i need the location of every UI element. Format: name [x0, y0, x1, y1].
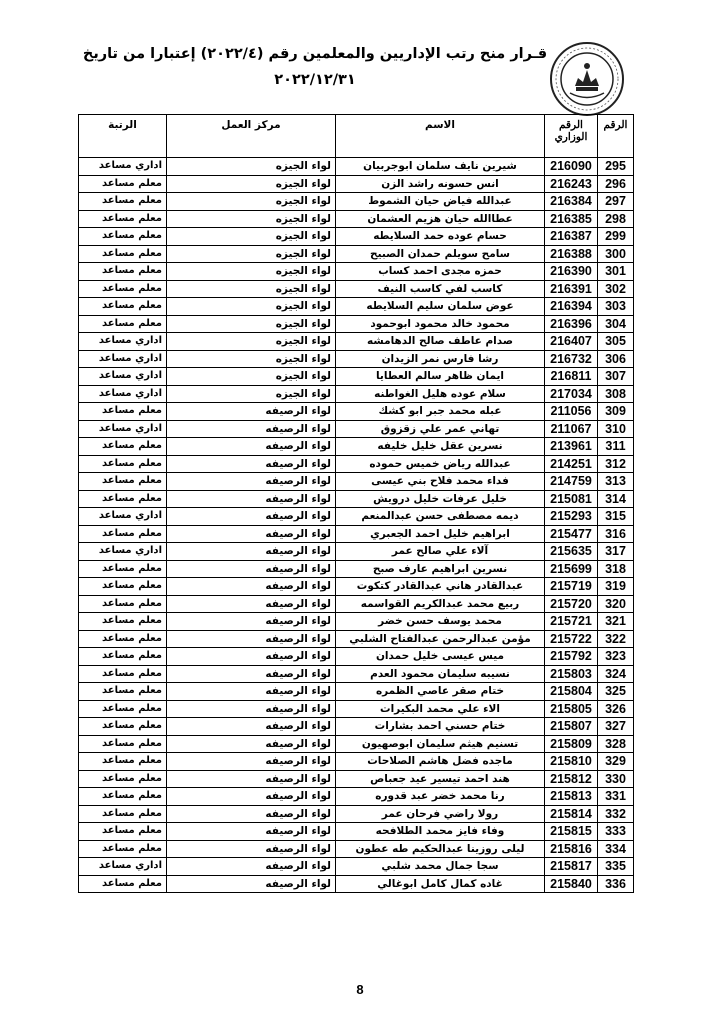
table-row	[79, 788, 634, 806]
table-row	[79, 508, 634, 526]
employee-name-cell: انس حسونه راشد الزن	[336, 175, 545, 193]
row-number-cell: 311	[598, 438, 634, 456]
work-center-cell: لواء الرصيفه	[167, 840, 336, 858]
rank-cell: معلم مساعد	[79, 735, 167, 753]
ministry-number-cell: 216243	[545, 175, 598, 193]
row-number-cell: 319	[598, 578, 634, 596]
ministry-number-cell: 216396	[545, 315, 598, 333]
work-center-cell: لواء الجيزه	[167, 245, 336, 263]
row-number-cell: 330	[598, 770, 634, 788]
rank-cell: معلم مساعد	[79, 630, 167, 648]
table-row	[79, 595, 634, 613]
employee-name-cell: عبدالله رياض خميس حموده	[336, 455, 545, 473]
ministry-number-cell: 216385	[545, 210, 598, 228]
row-number-cell: 297	[598, 193, 634, 211]
row-number-cell: 322	[598, 630, 634, 648]
ministry-number-cell: 215720	[545, 595, 598, 613]
row-number-cell: 308	[598, 385, 634, 403]
ministry-number-cell: 215807	[545, 718, 598, 736]
rank-cell: اداري مساعد	[79, 333, 167, 351]
work-center-cell: لواء الرصيفه	[167, 578, 336, 596]
rank-cell: معلم مساعد	[79, 753, 167, 771]
row-number-cell: 332	[598, 805, 634, 823]
ministry-number-cell: 215809	[545, 735, 598, 753]
rank-cell: معلم مساعد	[79, 193, 167, 211]
row-number-cell: 317	[598, 543, 634, 561]
ministry-number-cell: 216732	[545, 350, 598, 368]
rank-cell: اداري مساعد	[79, 158, 167, 176]
row-number-cell: 300	[598, 245, 634, 263]
ministry-number-cell: 215815	[545, 823, 598, 841]
table-row	[79, 298, 634, 316]
work-center-cell: لواء الرصيفه	[167, 665, 336, 683]
rank-cell: معلم مساعد	[79, 595, 167, 613]
rank-cell: معلم مساعد	[79, 315, 167, 333]
row-number-cell: 303	[598, 298, 634, 316]
work-center-cell: لواء الرصيفه	[167, 858, 336, 876]
ministry-number-cell: 215081	[545, 490, 598, 508]
page-number: 8	[356, 982, 364, 997]
ministry-number-cell: 215721	[545, 613, 598, 631]
ministry-number-cell: 216384	[545, 193, 598, 211]
work-center-cell: لواء الرصيفه	[167, 438, 336, 456]
table-row	[79, 735, 634, 753]
work-center-cell: لواء الجيزه	[167, 333, 336, 351]
table-row	[79, 525, 634, 543]
row-number-cell: 318	[598, 560, 634, 578]
rank-cell: معلم مساعد	[79, 263, 167, 281]
rank-cell: معلم مساعد	[79, 560, 167, 578]
ministry-number-cell: 215635	[545, 543, 598, 561]
rank-cell: معلم مساعد	[79, 805, 167, 823]
row-number-cell: 312	[598, 455, 634, 473]
ministry-number-cell: 217034	[545, 385, 598, 403]
work-center-cell: لواء الرصيفه	[167, 805, 336, 823]
employee-name-cell: فداء محمد فلاح بني عيسى	[336, 473, 545, 491]
work-center-cell: لواء الرصيفه	[167, 613, 336, 631]
ministry-number-cell: 216387	[545, 228, 598, 246]
ranks-table	[78, 114, 634, 893]
row-number-cell: 329	[598, 753, 634, 771]
employee-name-cell: خليل عرفات خليل درويش	[336, 490, 545, 508]
table-row	[79, 823, 634, 841]
header-num: الرقم	[598, 115, 634, 158]
ministry-number-cell: 215719	[545, 578, 598, 596]
row-number-cell: 309	[598, 403, 634, 421]
rank-cell: معلم مساعد	[79, 228, 167, 246]
work-center-cell: لواء الجيزه	[167, 315, 336, 333]
header-rank: الرتبة	[79, 115, 167, 158]
rank-cell: معلم مساعد	[79, 665, 167, 683]
row-number-cell: 298	[598, 210, 634, 228]
rank-cell: معلم مساعد	[79, 455, 167, 473]
table-row	[79, 700, 634, 718]
rank-cell: اداري مساعد	[79, 858, 167, 876]
table-row	[79, 770, 634, 788]
work-center-cell: لواء الجيزه	[167, 263, 336, 281]
ministry-number-cell: 215804	[545, 683, 598, 701]
document-title-date: ٢٠٢٢/١٢/٣١	[274, 72, 356, 88]
table-row	[79, 613, 634, 631]
row-number-cell: 325	[598, 683, 634, 701]
work-center-cell: لواء الرصيفه	[167, 525, 336, 543]
row-number-cell: 327	[598, 718, 634, 736]
ministry-number-cell: 215814	[545, 805, 598, 823]
ministry-number-cell: 215816	[545, 840, 598, 858]
ministry-number-cell: 215792	[545, 648, 598, 666]
table-row	[79, 753, 634, 771]
row-number-cell: 295	[598, 158, 634, 176]
table-row	[79, 438, 634, 456]
table-row	[79, 315, 634, 333]
rank-cell: معلم مساعد	[79, 298, 167, 316]
employee-name-cell: ديمه مصطفى حسن عبدالمنعم	[336, 508, 545, 526]
table-row	[79, 665, 634, 683]
work-center-cell: لواء الرصيفه	[167, 875, 336, 893]
table-row	[79, 193, 634, 211]
employee-name-cell: عطاالله حيان هزيم العشمان	[336, 210, 545, 228]
table-row	[79, 280, 634, 298]
employee-name-cell: وفاء فايز محمد الطلافحه	[336, 823, 545, 841]
table-row	[79, 158, 634, 176]
row-number-cell: 307	[598, 368, 634, 386]
work-center-cell: لواء الرصيفه	[167, 788, 336, 806]
row-number-cell: 316	[598, 525, 634, 543]
table-row	[79, 175, 634, 193]
rank-cell: اداري مساعد	[79, 385, 167, 403]
table-row	[79, 840, 634, 858]
row-number-cell: 304	[598, 315, 634, 333]
row-number-cell: 302	[598, 280, 634, 298]
ministry-number-cell: 216090	[545, 158, 598, 176]
work-center-cell: لواء الرصيفه	[167, 753, 336, 771]
employee-name-cell: شيرين نايف سلمان ابوجربيان	[336, 158, 545, 176]
work-center-cell: لواء الرصيفه	[167, 648, 336, 666]
work-center-cell: لواء الرصيفه	[167, 473, 336, 491]
table-row	[79, 858, 634, 876]
work-center-cell: لواء الرصيفه	[167, 630, 336, 648]
ministry-number-cell: 215812	[545, 770, 598, 788]
header-name: الاسم	[336, 115, 545, 158]
ministry-number-cell: 216391	[545, 280, 598, 298]
rank-cell: اداري مساعد	[79, 420, 167, 438]
employee-name-cell: محمود خالد محمود ابوحمود	[336, 315, 545, 333]
employee-name-cell: صدام عاطف صالح الدهامشه	[336, 333, 545, 351]
rank-cell: معلم مساعد	[79, 525, 167, 543]
employee-name-cell: حمزه مجدى احمد كساب	[336, 263, 545, 281]
document-title: قـرار منح رتب الإداريين والمعلمين رقم (٢٠٢٢/٤) إعتبارا من تاريخ	[82, 46, 548, 62]
table-row	[79, 543, 634, 561]
ministry-seal-logo	[548, 40, 626, 118]
work-center-cell: لواء الرصيفه	[167, 403, 336, 421]
rank-cell: معلم مساعد	[79, 648, 167, 666]
rank-cell: اداري مساعد	[79, 368, 167, 386]
ministry-number-cell: 215803	[545, 665, 598, 683]
rank-cell: معلم مساعد	[79, 875, 167, 893]
work-center-cell: لواء الرصيفه	[167, 718, 336, 736]
ministry-number-cell: 216390	[545, 263, 598, 281]
table-row	[79, 578, 634, 596]
table-row	[79, 683, 634, 701]
row-number-cell: 323	[598, 648, 634, 666]
row-number-cell: 306	[598, 350, 634, 368]
row-number-cell: 305	[598, 333, 634, 351]
employee-name-cell: نسيبه سليمان محمود العدم	[336, 665, 545, 683]
ministry-number-cell: 215722	[545, 630, 598, 648]
table-row	[79, 403, 634, 421]
table-row	[79, 210, 634, 228]
employee-name-cell: رنا محمد خضر عبد قدوره	[336, 788, 545, 806]
employee-name-cell: ختام حسني احمد بشارات	[336, 718, 545, 736]
header-work-center: مركز العمل	[167, 115, 336, 158]
table-row	[79, 368, 634, 386]
row-number-cell: 301	[598, 263, 634, 281]
ministry-number-cell: 215810	[545, 753, 598, 771]
employee-name-cell: نسرين عقل خليل خليفه	[336, 438, 545, 456]
employee-name-cell: غاده كمال كامل ابوغالي	[336, 875, 545, 893]
employee-name-cell: رولا راضي فرحان عمر	[336, 805, 545, 823]
row-number-cell: 321	[598, 613, 634, 631]
rank-cell: معلم مساعد	[79, 718, 167, 736]
employee-name-cell: عبدالله فياض حيان الشموط	[336, 193, 545, 211]
rank-cell: اداري مساعد	[79, 350, 167, 368]
table-row	[79, 350, 634, 368]
ministry-number-cell: 215805	[545, 700, 598, 718]
employee-name-cell: هند احمد تيسير عيد جعباص	[336, 770, 545, 788]
row-number-cell: 310	[598, 420, 634, 438]
work-center-cell: لواء الجيزه	[167, 385, 336, 403]
work-center-cell: لواء الجيزه	[167, 298, 336, 316]
work-center-cell: لواء الجيزه	[167, 350, 336, 368]
rank-cell: معلم مساعد	[79, 403, 167, 421]
rank-cell: معلم مساعد	[79, 683, 167, 701]
work-center-cell: لواء الجيزه	[167, 210, 336, 228]
ministry-number-cell: 211067	[545, 420, 598, 438]
row-number-cell: 314	[598, 490, 634, 508]
ministry-number-cell: 214251	[545, 455, 598, 473]
table-row	[79, 228, 634, 246]
employee-name-cell: ختام صقر عاصي الظمره	[336, 683, 545, 701]
row-number-cell: 334	[598, 840, 634, 858]
table-row	[79, 420, 634, 438]
employee-name-cell: سلام عوده هليل الغواطنه	[336, 385, 545, 403]
rank-cell: معلم مساعد	[79, 490, 167, 508]
ministry-number-cell: 213961	[545, 438, 598, 456]
employee-name-cell: حسام عوده حمد السلايطه	[336, 228, 545, 246]
employee-name-cell: عوض سلمان سليم السلايطه	[336, 298, 545, 316]
work-center-cell: لواء الجيزه	[167, 280, 336, 298]
employee-name-cell: تهاني عمر علي زقزوق	[336, 420, 545, 438]
employee-name-cell: الاء علي محمد البكيرات	[336, 700, 545, 718]
employee-name-cell: عبله محمد جبر ابو كشك	[336, 403, 545, 421]
row-number-cell: 296	[598, 175, 634, 193]
work-center-cell: لواء الرصيفه	[167, 420, 336, 438]
ministry-number-cell: 215817	[545, 858, 598, 876]
work-center-cell: لواء الرصيفه	[167, 823, 336, 841]
table-row	[79, 385, 634, 403]
work-center-cell: لواء الرصيفه	[167, 770, 336, 788]
employee-name-cell: ابراهيم خليل احمد الجعبري	[336, 525, 545, 543]
ministry-number-cell: 215813	[545, 788, 598, 806]
table-row	[79, 455, 634, 473]
rank-cell: معلم مساعد	[79, 823, 167, 841]
employee-name-cell: سامح سويلم حمدان الصبيح	[336, 245, 545, 263]
row-number-cell: 333	[598, 823, 634, 841]
work-center-cell: لواء الرصيفه	[167, 595, 336, 613]
ministry-number-cell: 214759	[545, 473, 598, 491]
ministry-number-cell: 211056	[545, 403, 598, 421]
ministry-number-cell: 215293	[545, 508, 598, 526]
row-number-cell: 299	[598, 228, 634, 246]
rank-cell: معلم مساعد	[79, 840, 167, 858]
ministry-number-cell: 216388	[545, 245, 598, 263]
employee-name-cell: ليلى روزينا عبدالحكيم طه عطون	[336, 840, 545, 858]
ministry-number-cell: 216407	[545, 333, 598, 351]
employee-name-cell: آلاء علي صالح عمر	[336, 543, 545, 561]
ministry-number-cell: 215477	[545, 525, 598, 543]
rank-cell: معلم مساعد	[79, 770, 167, 788]
table-row	[79, 490, 634, 508]
rank-cell: معلم مساعد	[79, 473, 167, 491]
table-row	[79, 560, 634, 578]
work-center-cell: لواء الرصيفه	[167, 508, 336, 526]
table-row	[79, 875, 634, 893]
rank-cell: معلم مساعد	[79, 788, 167, 806]
work-center-cell: لواء الرصيفه	[167, 683, 336, 701]
row-number-cell: 328	[598, 735, 634, 753]
employee-name-cell: مؤمن عبدالرحمن عبدالفتاح الشلبي	[336, 630, 545, 648]
work-center-cell: لواء الجيزه	[167, 175, 336, 193]
work-center-cell: لواء الجيزه	[167, 368, 336, 386]
table-row	[79, 630, 634, 648]
work-center-cell: لواء الجيزه	[167, 193, 336, 211]
rank-cell: معلم مساعد	[79, 700, 167, 718]
rank-cell: اداري مساعد	[79, 543, 167, 561]
work-center-cell: لواء الرصيفه	[167, 735, 336, 753]
ministry-number-cell: 215699	[545, 560, 598, 578]
work-center-cell: لواء الرصيفه	[167, 490, 336, 508]
employee-name-cell: عبدالقادر هاني عبدالقادر كتكوت	[336, 578, 545, 596]
rank-cell: معلم مساعد	[79, 438, 167, 456]
employee-name-cell: سجا جمال محمد شلبي	[336, 858, 545, 876]
row-number-cell: 326	[598, 700, 634, 718]
row-number-cell: 331	[598, 788, 634, 806]
table-row	[79, 805, 634, 823]
employee-name-cell: نسرين ابراهيم عارف صبح	[336, 560, 545, 578]
rank-cell: معلم مساعد	[79, 210, 167, 228]
table-row	[79, 245, 634, 263]
work-center-cell: لواء الرصيفه	[167, 700, 336, 718]
row-number-cell: 335	[598, 858, 634, 876]
table-row	[79, 263, 634, 281]
rank-cell: معلم مساعد	[79, 280, 167, 298]
table-row	[79, 648, 634, 666]
employee-name-cell: رشا فارس نمر الزيدان	[336, 350, 545, 368]
row-number-cell: 320	[598, 595, 634, 613]
employee-name-cell: كاسب لفي كاسب النيف	[336, 280, 545, 298]
work-center-cell: لواء الرصيفه	[167, 543, 336, 561]
work-center-cell: لواء الرصيفه	[167, 560, 336, 578]
header-ministry-number: الرقم الوزاري	[545, 115, 598, 158]
employee-name-cell: ميس عيسى خليل حمدان	[336, 648, 545, 666]
employee-name-cell: ماجده فضل هاشم الصلاحات	[336, 753, 545, 771]
rank-cell: معلم مساعد	[79, 613, 167, 631]
row-number-cell: 313	[598, 473, 634, 491]
row-number-cell: 336	[598, 875, 634, 893]
table-row	[79, 333, 634, 351]
employee-name-cell: محمد يوسف حسن خضر	[336, 613, 545, 631]
table-row	[79, 473, 634, 491]
row-number-cell: 315	[598, 508, 634, 526]
work-center-cell: لواء الجيزه	[167, 228, 336, 246]
rank-cell: معلم مساعد	[79, 578, 167, 596]
employee-name-cell: تسنيم هيثم سليمان ابوصهيون	[336, 735, 545, 753]
ministry-number-cell: 215840	[545, 875, 598, 893]
ministry-number-cell: 216394	[545, 298, 598, 316]
rank-cell: معلم مساعد	[79, 175, 167, 193]
table-row	[79, 718, 634, 736]
employee-name-cell: ايمان ظاهر سالم العطايا	[336, 368, 545, 386]
employee-name-cell: ربيع محمد عبدالكريم القواسمه	[336, 595, 545, 613]
ministry-number-cell: 216811	[545, 368, 598, 386]
work-center-cell: لواء الجيزه	[167, 158, 336, 176]
rank-cell: اداري مساعد	[79, 508, 167, 526]
row-number-cell: 324	[598, 665, 634, 683]
work-center-cell: لواء الرصيفه	[167, 455, 336, 473]
table-header-row	[79, 115, 634, 158]
rank-cell: معلم مساعد	[79, 245, 167, 263]
